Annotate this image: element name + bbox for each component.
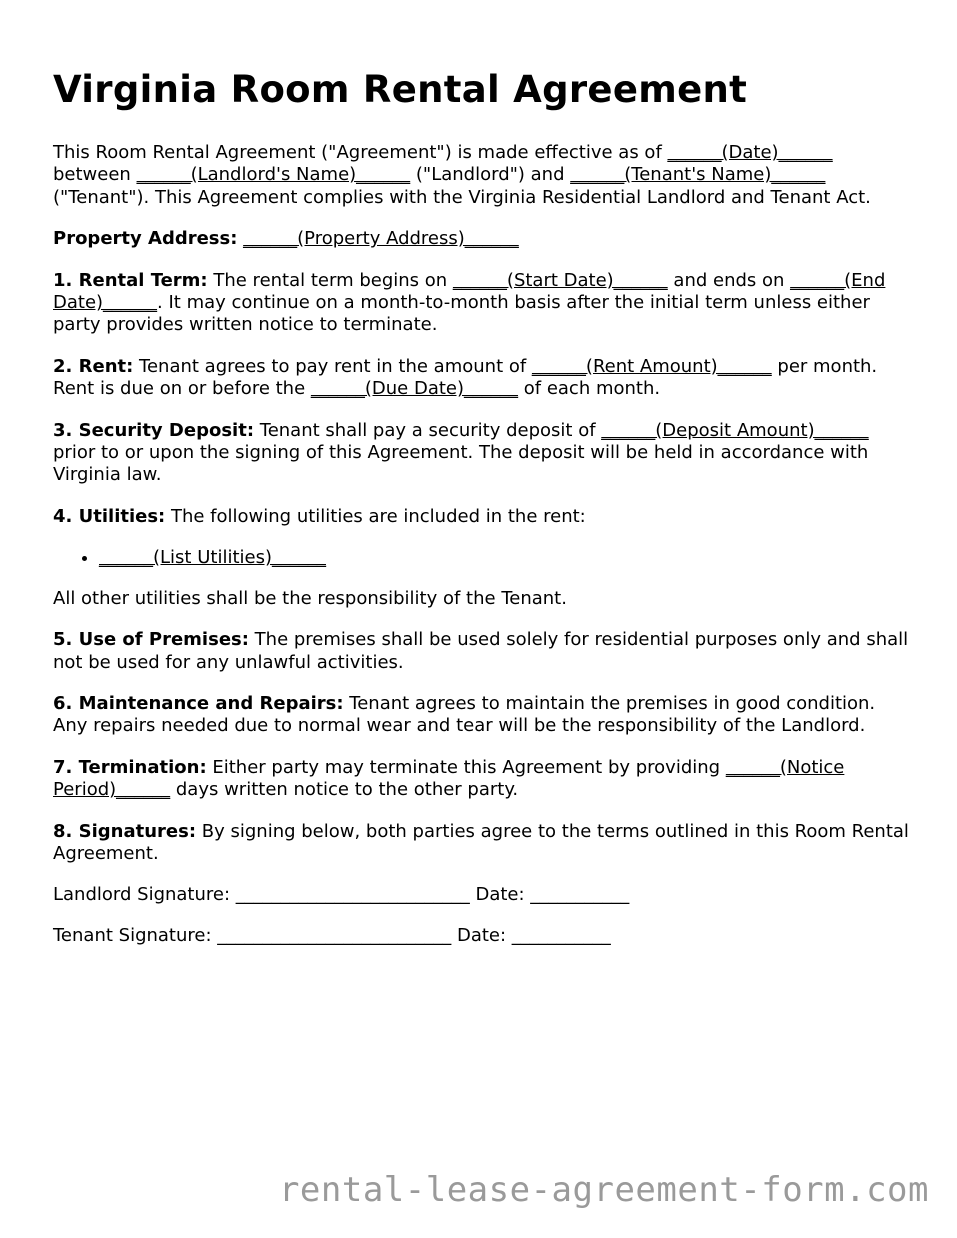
landlord-name-field: ______(Landlord's Name)______ (136, 164, 411, 186)
deposit-amount-field: ______(Deposit Amount)______ (601, 419, 869, 441)
use-of-premises-text: The premises shall be used solely for residential purposes only and shall not be used for any unlawful activities. (53, 629, 909, 673)
utilities-text: The following utilities are included in the rent: (165, 505, 586, 527)
rental-term-text-1: The rental term begins on (207, 269, 453, 291)
notice-period-field: ______(Notice Period)______ (53, 756, 845, 801)
property-address-paragraph (53, 228, 913, 250)
rental-term-text-3: . It may continue on a month-to-month basis after the initial term unless either party provides written notice to terminate. (53, 292, 870, 336)
rent-text-2: per month. Rent is due on or before the (53, 355, 878, 400)
intro-text-3: ("Landlord") and (410, 164, 571, 186)
intro-text-1: This Room Rental Agreement ("Agreement") is made effective as of (53, 142, 668, 163)
rent-text-3: of each month. (518, 378, 661, 400)
watermark-text: rental-lease-agreement-form.com (278, 1170, 929, 1210)
rental-term-section (53, 270, 913, 337)
date-field: ______(Date)______ (667, 142, 833, 163)
rental-term-text-2: and ends on (667, 269, 791, 291)
termination-text-2: days written notice to the other party. (170, 779, 519, 801)
signatures-text: By signing below, both parties agree to the terms outlined in this Room Rental Agreement. (53, 820, 909, 864)
property-address-label: Property Address: (53, 228, 238, 250)
termination-text-1: Either party may terminate this Agreement by providing (206, 756, 726, 778)
use-of-premises-section (53, 629, 913, 674)
security-deposit-text-1: Tenant shall pay a security deposit of (254, 419, 602, 441)
tenant-signature-line: Tenant Signature: __________________________ Date: ___________ (53, 924, 611, 946)
utilities-section (53, 506, 913, 528)
termination-label: 7. Termination: (53, 756, 207, 778)
rent-label: 2. Rent: (53, 355, 134, 377)
utilities-list (53, 547, 913, 569)
tenant-name-field: ______(Tenant's Name)______ (570, 164, 826, 186)
landlord-signature-line: Landlord Signature: __________________________ Date: ___________ (53, 884, 630, 906)
maintenance-section (53, 693, 913, 738)
security-deposit-text-2: prior to or upon the signing of this Agreement. The deposit will be held in accordance with Virginia law. (53, 442, 869, 486)
intro-text-4: ("Tenant"). This Agreement complies with the Virginia Residential Landlord and Tenant Act. (53, 186, 871, 208)
list-utilities-field: ______(List Utilities)______ (99, 547, 326, 569)
document-page (53, 66, 913, 965)
rent-section (53, 356, 913, 401)
signatures-label: 8. Signatures: (53, 820, 197, 842)
rent-amount-field: ______(Rent Amount)______ (531, 355, 772, 377)
intro-text-2: between (53, 164, 137, 186)
start-date-field: ______(Start Date)______ (452, 269, 668, 291)
security-deposit-label: 3. Security Deposit: (53, 419, 255, 441)
maintenance-label: 6. Maintenance and Repairs: (53, 692, 344, 714)
signatures-section (53, 821, 913, 866)
maintenance-text: Tenant agrees to maintain the premises in good condition. Any repairs needed due to normal wear and tear will be the responsibility of the Landlord. (53, 692, 876, 737)
security-deposit-section (53, 420, 913, 487)
document-title: Virginia Room Rental Agreement (53, 68, 748, 111)
utilities-after-text: All other utilities shall be the responsibility of the Tenant. (53, 587, 567, 609)
intro-paragraph (53, 142, 913, 209)
property-address-field: ______(Property Address)______ (243, 228, 519, 250)
list-item (99, 547, 913, 569)
utilities-label: 4. Utilities: (53, 505, 166, 527)
end-date-field: ______(End Date)______ (53, 269, 886, 314)
termination-section (53, 757, 913, 802)
rental-term-label: 1. Rental Term: (53, 269, 208, 291)
due-date-field: ______(Due Date)______ (310, 378, 519, 400)
use-of-premises-label: 5. Use of Premises: (53, 629, 249, 651)
rent-text-1: Tenant agrees to pay rent in the amount of (133, 355, 532, 377)
